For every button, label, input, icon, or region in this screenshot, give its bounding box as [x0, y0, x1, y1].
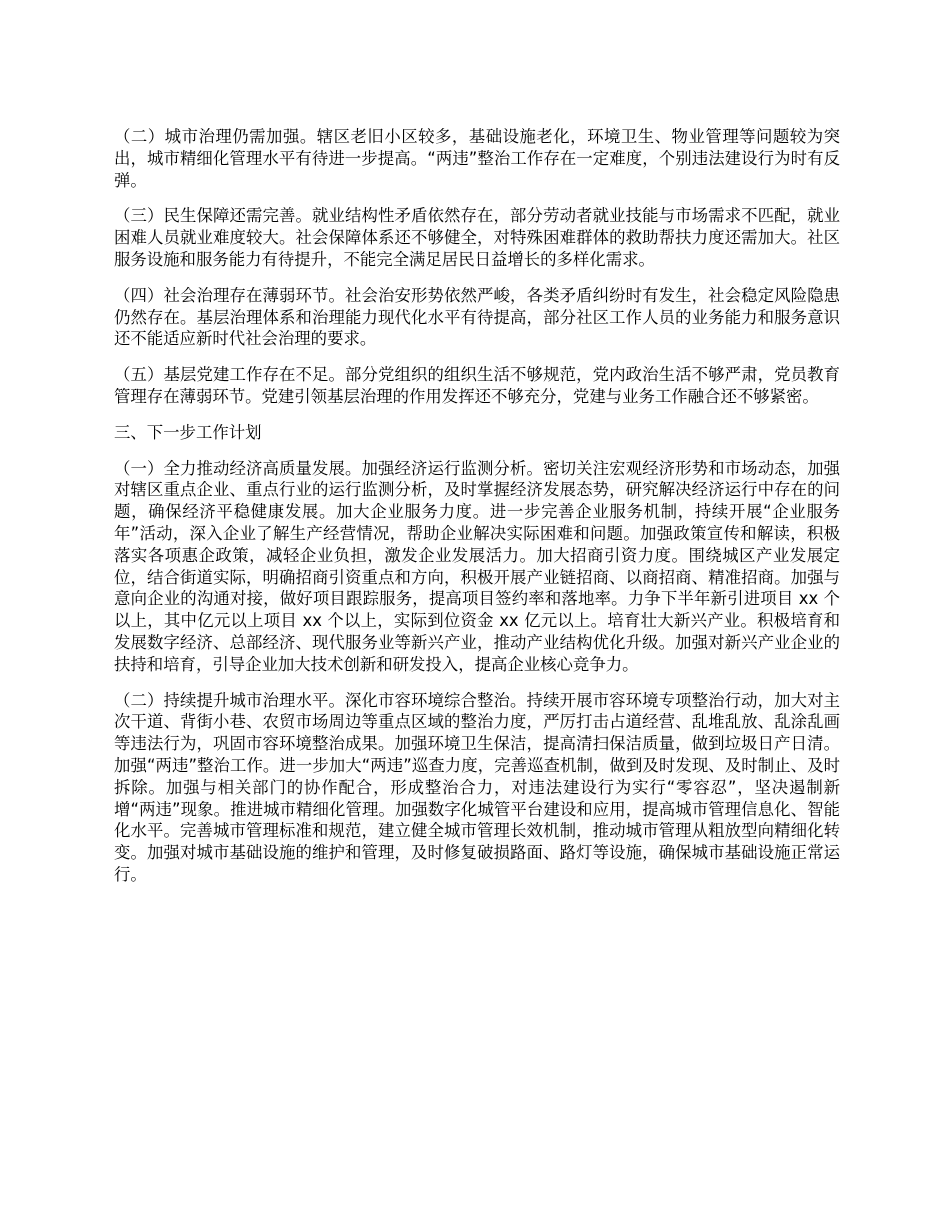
section-heading-next-plan: 三、下一步工作计划: [114, 422, 262, 442]
paragraph-urban-governance: （二）城市治理仍需加强。辖区老旧小区较多，基础设施老化，环境卫生、物业管理等问题较为突出，城市精细化管理水平有待进一步提高。“两违”整治工作存在一定难度，个别违法建设行为时有反弹。: [114, 127, 840, 190]
paragraph-urban-management: （二）持续提升城市治理水平。深化市容环境综合整治。持续开展市容环境专项整治行动，加大对主次干道、背街小巷、农贸市场周边等重点区域的整治力度，严厉打击占道经营、乱堆乱放、乱涂乱画等违法行为，巩固市容环境整治成果。加强环境卫生保洁，提高清扫保洁质量，做到垃圾日产日清。加强“两违”整治工作。进一步加大“两违”巡查力度，完善巡查机制，做到及时发现、及时制止、及时拆除。加强与相关部门的协作配合，形成整治合力，对违法建设行为实行“零容忍”，坚决遏制新增“两违”现象。推进城市精细化管理。加强数字化城管平台建设和应用，提高城市管理信息化、智能化水平。完善城市管理标准和规范，建立健全城市管理长效机制，推动城市管理从粗放型向精细化转变。加强对城市基础设施的维护和管理，及时修复破损路面、路灯等设施，确保城市基础设施正常运行。: [114, 690, 840, 884]
paragraph-social-governance: （四）社会治理存在薄弱环节。社会治安形势依然严峻，各类矛盾纠纷时有发生，社会稳定风险隐患仍然存在。基层治理体系和治理能力现代化水平有待提高，部分社区工作人员的业务能力和服务意识还不能适应新时代社会治理的要求。: [114, 285, 840, 349]
document-page: [114, 126, 840, 900]
paragraph-economic-development: （一）全力推动经济高质量发展。加强经济运行监测分析。密切关注宏观经济形势和市场动态，加强对辖区重点企业、重点行业的运行监测分析，及时掌握经济发展态势，研究解决经济运行中存在的问题，确保经济平稳健康发展。加大企业服务力度。进一步完善企业服务机制，持续开展“企业服务年”活动，深入企业了解生产经营情况，帮助企业解决实际困难和问题。加强政策宣传和解读，积极落实各项惠企政策，减轻企业负担，激发企业发展活力。加大招商引资力度。围绕城区产业发展定位，结合街道实际，明确招商引资重点和方向，积极开展产业链招商、以商招商、精准招商。加强与意向企业的沟通对接，做好项目跟踪服务，提高项目签约率和落地率。力争下半年新引进项目 xx 个以上，其中亿元以上项目 xx 个以上，实际到位资金 xx 亿元以上。培育壮大新兴产业。积极培育和发展数字经济、总部经济、现代服务业等新兴产业，推动产业结构优化升级。加强对新兴产业企业的扶持和培育，引导企业加大技术创新和研发投入，提高企业核心竞争力。: [114, 458, 840, 674]
paragraph-livelihood: （三）民生保障还需完善。就业结构性矛盾依然存在，部分劳动者就业技能与市场需求不匹配，就业困难人员就业难度较大。社会保障体系还不够健全，对特殊困难群体的救助帮扶力度还需加大。社区服务设施和服务能力有待提升，不能完全满足居民日益增长的多样化需求。: [114, 206, 840, 269]
paragraph-party-building: （五）基层党建工作存在不足。部分党组织的组织生活不够规范，党内政治生活不够严肃，党员教育管理存在薄弱环节。党建引领基层治理的作用发挥还不够充分，党建与业务工作融合还不够紧密。: [114, 365, 840, 406]
